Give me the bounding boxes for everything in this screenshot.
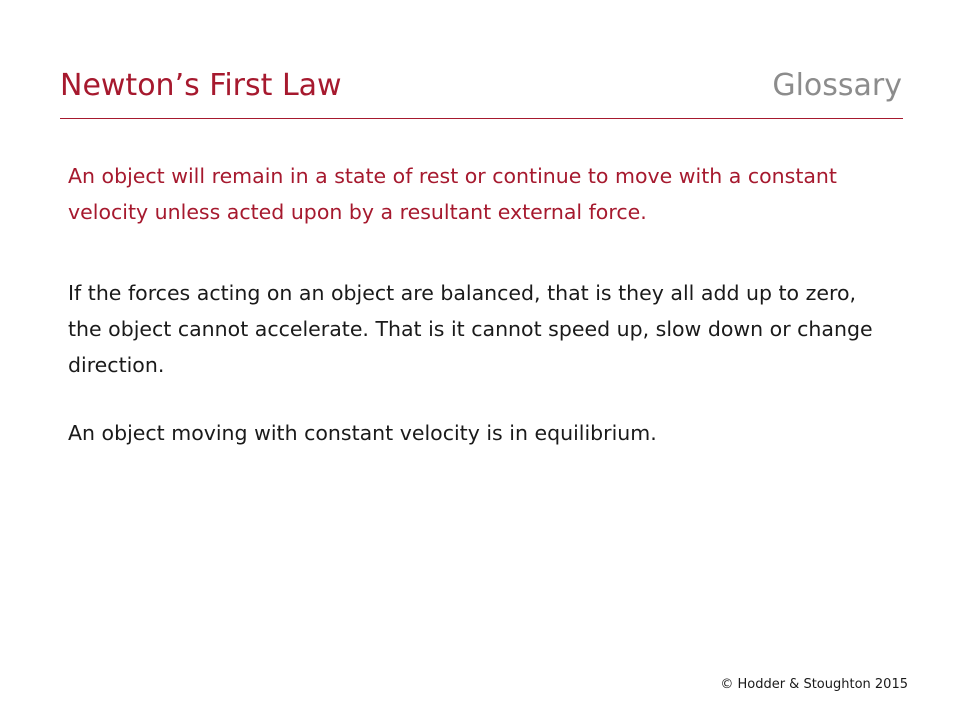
balanced-forces-paragraph: If the forces acting on an object are balanced, that is they all add up to zero, the object cannot accelerate. That is it cannot speed up, slow down or change direction. <box>68 281 873 377</box>
title-divider <box>60 118 903 119</box>
glossary-link[interactable]: Glossary <box>772 68 902 103</box>
law-definition: An object will remain in a state of rest or continue to move with a constant velocity unless acted upon by a resultant external force. <box>68 164 837 224</box>
copyright-notice: © Hodder & Stoughton 2015 <box>720 677 908 692</box>
page-title: Newton’s First Law <box>60 68 342 103</box>
equilibrium-paragraph: An object moving with constant velocity is in equilibrium. <box>68 421 657 445</box>
